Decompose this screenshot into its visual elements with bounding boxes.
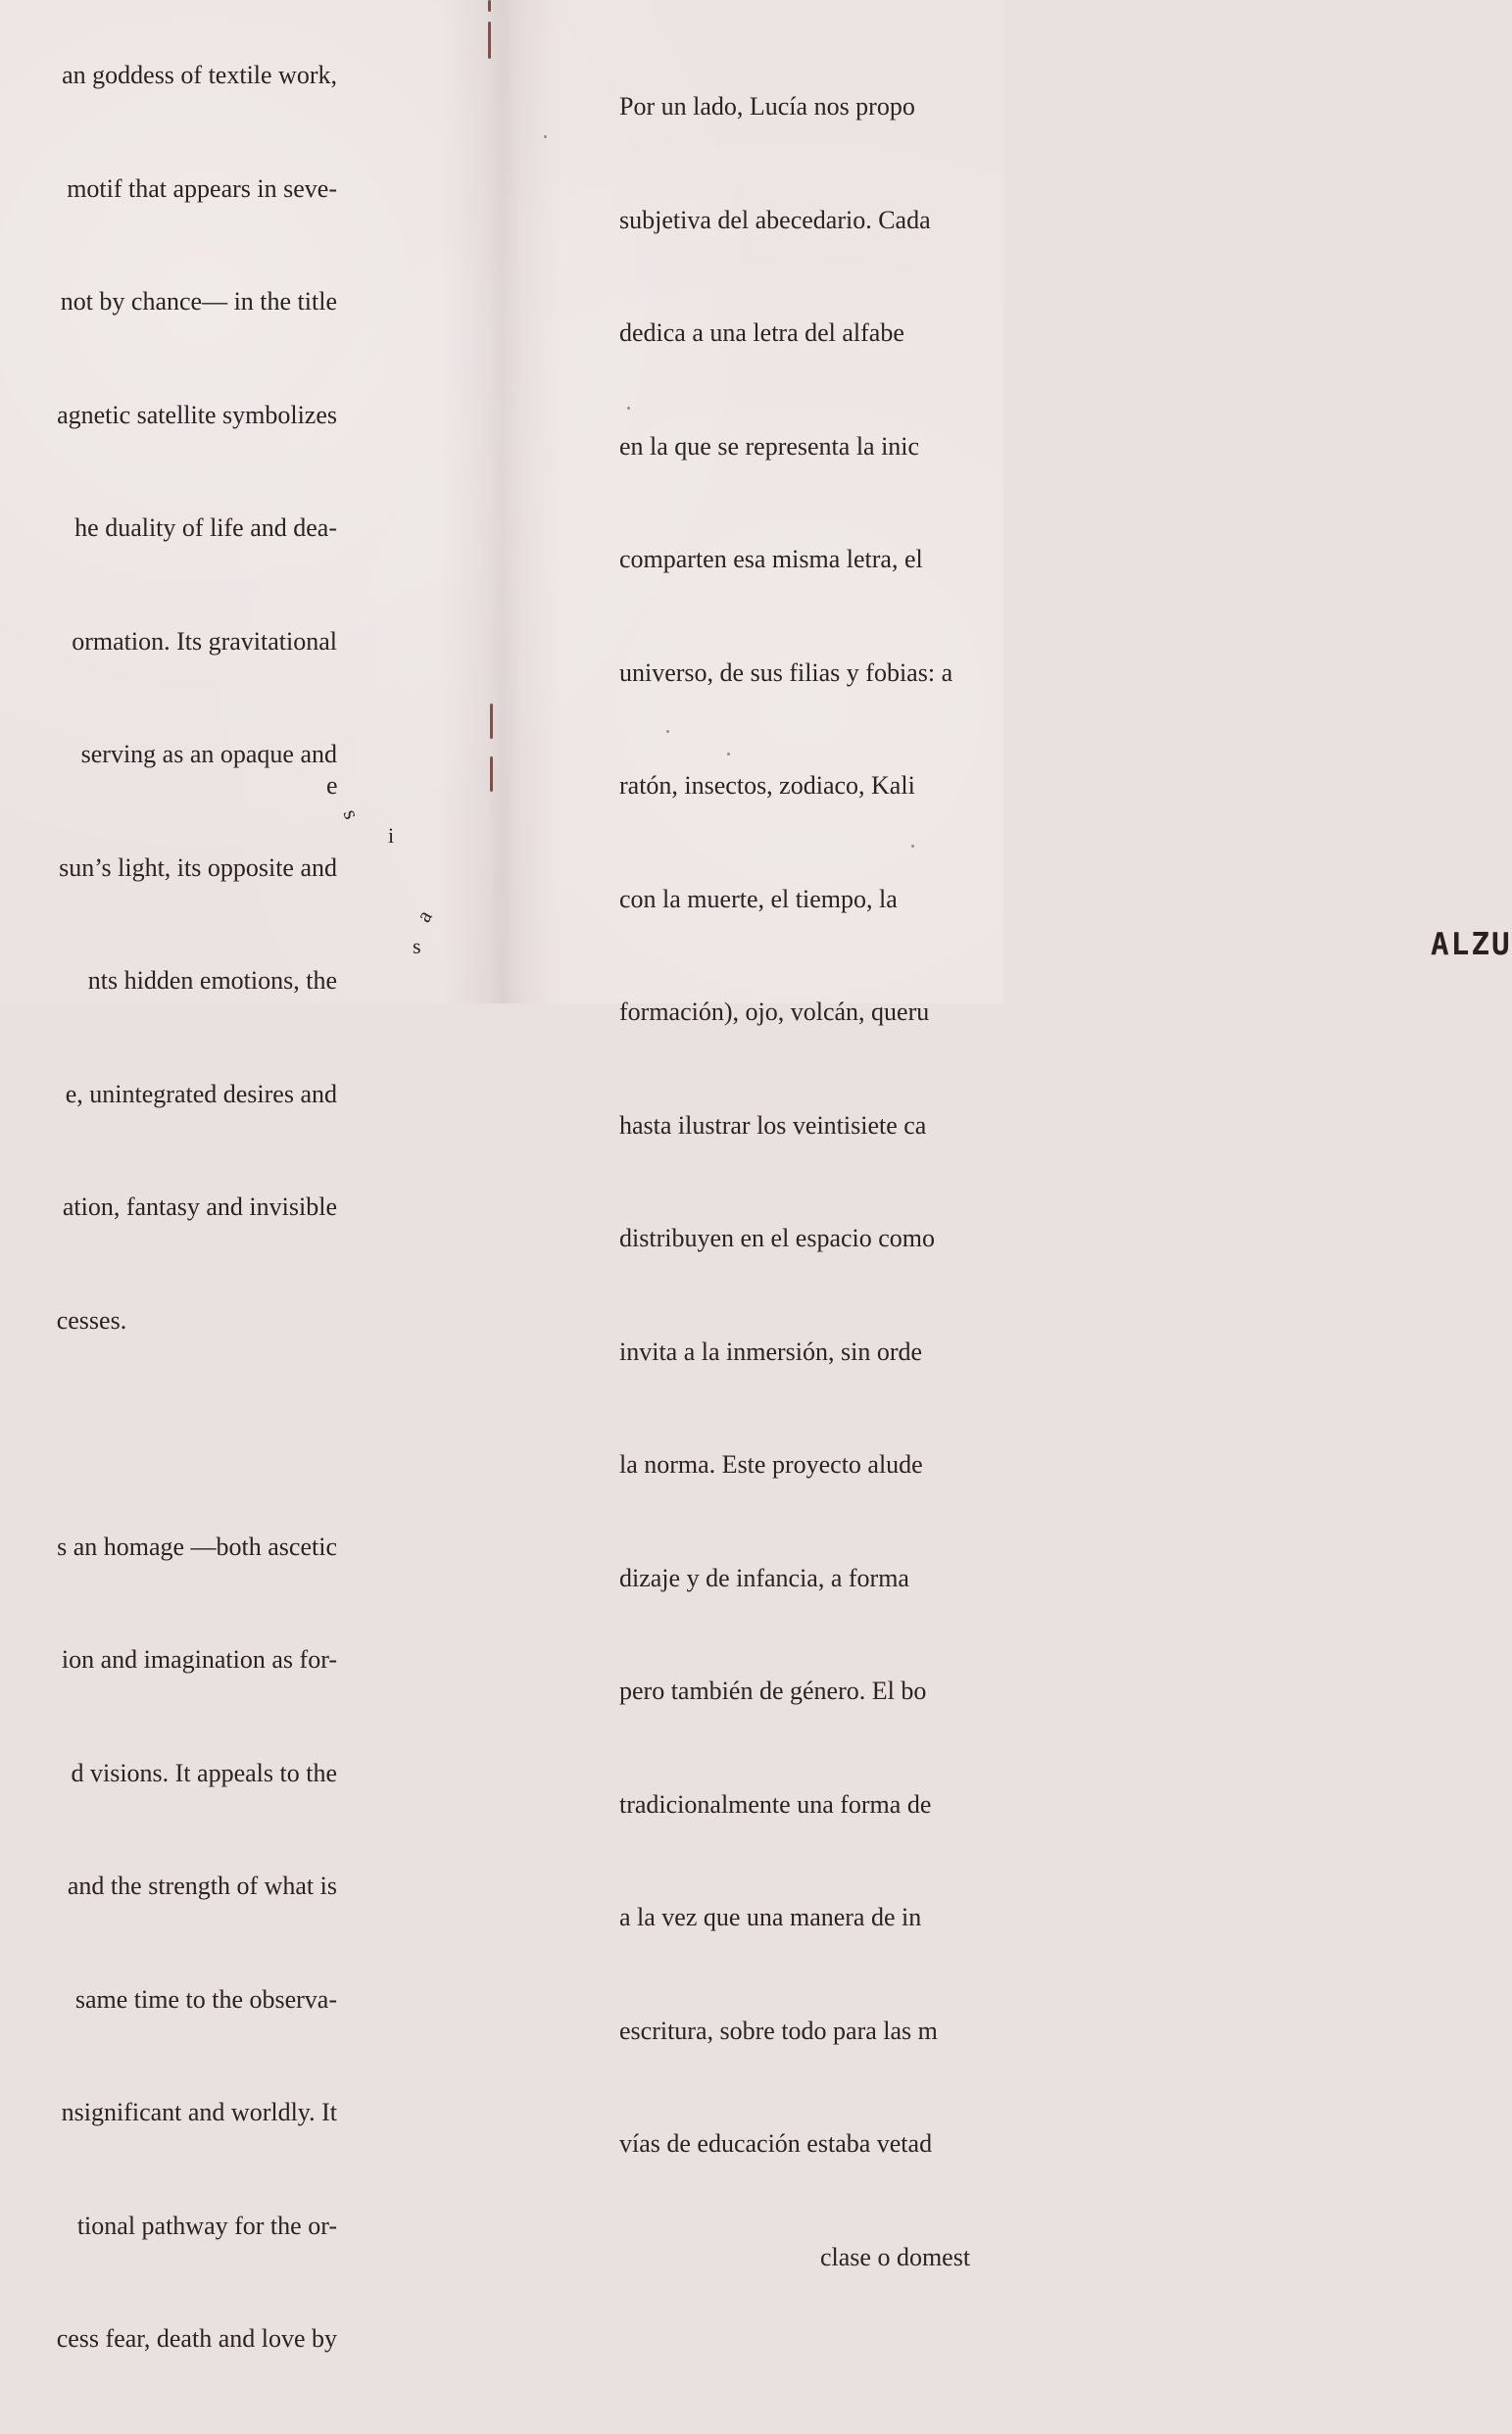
binding-stitch <box>490 756 493 792</box>
paper-speck <box>544 135 547 138</box>
text-line: cesses. <box>56 1305 127 1335</box>
text-line: tional pathway for the or- <box>76 2211 337 2240</box>
text-line: ormation. Its gravitational <box>72 626 337 656</box>
text-line: hasta ilustrar los veintisiete ca <box>619 1110 927 1140</box>
author-name-tail: e <box>326 771 338 800</box>
text-line: con la muerte, el tiempo, la <box>619 884 898 913</box>
text-line: invita a la inmersión, sin orde <box>619 1337 923 1366</box>
paper-speck <box>911 845 914 848</box>
text-line: vías de educación estaba vetad <box>619 2129 933 2158</box>
text-line: s an homage —both ascetic <box>57 1532 337 1561</box>
text-line: distribuyen en el espacio como <box>619 1224 936 1252</box>
text-line: la norma. Este proyecto alude <box>619 1450 923 1479</box>
text-line: nts hidden emotions, the <box>87 966 337 995</box>
text-line: en la que se representa la inic <box>619 431 920 461</box>
text-line: dedica a una letra del alfabe <box>619 318 904 347</box>
paragraph-gap <box>57 1415 337 1453</box>
left-text-column <box>57 0 337 2434</box>
text-line: same time to the observa- <box>74 1984 337 2014</box>
paper-speck <box>727 753 730 755</box>
text-line: d visions. It appeals to the <box>71 1758 337 1787</box>
paper-speck <box>666 730 669 733</box>
text-line: a la vez que una manera de in <box>619 1903 922 1931</box>
scattered-letter: a <box>411 905 437 927</box>
text-line: not by chance— in the title <box>60 287 337 316</box>
text-line: nsignificant and worldly. It <box>61 2098 337 2126</box>
text-line: e, unintegrated desires and <box>65 1079 337 1108</box>
text-line: serving as an opaque and <box>80 740 337 768</box>
text-line: dizaje y de infancia, a forma <box>619 1563 909 1592</box>
text-line: universo, de sus filias y fobias: a <box>619 657 953 687</box>
text-line: Por un lado, Lucía nos propo <box>619 92 915 121</box>
text-line: an goddess of textile work, <box>62 61 337 89</box>
right-text-column <box>619 13 970 2352</box>
text-line: subjetiva del abecedario. Cada <box>619 205 931 234</box>
text-line: tradicionalmente una forma de <box>619 1789 932 1819</box>
left-page <box>0 0 490 2353</box>
text-line: ratón, insectos, zodiaco, Kali <box>619 771 915 800</box>
scattered-letter: s <box>413 934 421 958</box>
text-line: and the strength of what is <box>67 1872 337 1900</box>
paper-speck <box>627 407 630 410</box>
text-line: comparten esa misma letra, el <box>619 545 923 573</box>
text-line: formación), ojo, volcán, queru <box>619 998 930 1026</box>
text-line: ation, fantasy and invisible <box>62 1193 337 1221</box>
binding-stitch <box>488 22 491 59</box>
scattered-letter: i <box>388 823 395 848</box>
binding-stitch <box>488 0 491 12</box>
text-line: clase o domest <box>820 2242 971 2271</box>
text-line: escritura, sobre todo para las m <box>619 2016 938 2045</box>
scattered-letter: s <box>338 805 365 823</box>
text-line: he duality of life and dea- <box>74 513 337 542</box>
text-line: pero también de género. El bo <box>619 1677 927 1705</box>
brand-mark: ALZU <box>1431 927 1512 962</box>
text-line: cess fear, death and love by <box>56 2324 337 2353</box>
binding-stitch <box>490 704 493 739</box>
text-line: motif that appears in seve- <box>67 173 337 203</box>
text-line: ion and imagination as for- <box>61 1645 337 1674</box>
text-line: sun’s light, its opposite and <box>59 852 337 882</box>
text-line: agnetic satellite symbolizes <box>57 400 337 429</box>
right-page <box>502 0 1512 2271</box>
